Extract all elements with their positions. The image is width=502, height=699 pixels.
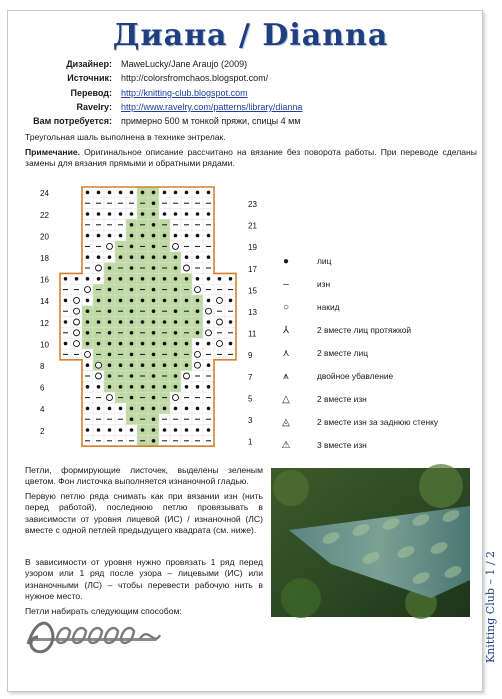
legend-item: △ 2 вместе изн [275,392,475,406]
knit-stitch [163,299,167,303]
knit-stitch [185,428,189,432]
legend-item: ⚠ 3 вместе изн [275,438,475,452]
knit-stitch [141,255,145,259]
knit-stitch [196,331,200,335]
knit-stitch [130,342,134,346]
knit-stitch [141,320,145,324]
knit-stitch [130,331,134,335]
yarn-over [85,351,91,357]
p2tog-icon: △ [282,393,290,405]
knit-stitch [97,428,101,432]
row-number-left: 14 [40,297,49,307]
knit-stitch [196,299,200,303]
row-number-right: 9 [248,351,253,361]
note-text: Оригинальное описание рассчитано на вязание без поворота работы. При переводе сделаны замены для вязания прямыми и обратными рядами. [25,147,477,169]
knit-stitch [141,191,145,195]
knit-stitch [196,277,200,281]
knit-stitch [86,234,90,238]
yarn-over [217,341,223,347]
knit-stitch [185,342,189,346]
knit-stitch [130,223,134,227]
knit-stitch [152,407,156,411]
legend-item: ⅄ 2 вместе лиц протяжкой [275,323,475,337]
row-number-left: 6 [40,383,45,393]
knit-stitch [86,255,90,259]
translation-link[interactable]: http://knitting-club.blogspot.com [121,87,248,98]
knit-stitch [185,363,189,367]
yarn-over [96,373,102,379]
knit-stitch [86,428,90,432]
knit-stitch [196,407,200,411]
knit-stitch [97,234,101,238]
knit-stitch [174,428,178,432]
knit-stitch [119,234,123,238]
knit-stitch [130,374,134,378]
knit-stitch [229,299,233,303]
knit-stitch [174,299,178,303]
row-number-left: 16 [40,275,49,285]
knit-stitch [130,320,134,324]
yarn-over [206,330,212,336]
knit-stitch [97,407,101,411]
knit-stitch [196,212,200,216]
legend-item: – изн [275,277,475,291]
knit-stitch [207,320,211,324]
knit-stitch [130,255,134,259]
knit-stitch [64,299,68,303]
knit-stitch [185,234,189,238]
yarn-over [195,362,201,368]
knit-stitch [163,342,167,346]
knit-stitch [119,407,123,411]
knit-stitch [119,342,123,346]
knit-stitch [130,407,134,411]
yarn-over [96,265,102,271]
chart-grid [60,187,236,446]
yarn-over [85,287,91,293]
knit-stitch [229,320,233,324]
knit-stitch [174,374,178,378]
info-row-designer: Дизайнер: MaweLucky/Jane Araujo (2009) [66,59,248,69]
knit-stitch [185,385,189,389]
side-footer [478,545,502,665]
note-paragraph [25,147,477,170]
knit-stitch [152,245,156,249]
knit-stitch [174,342,178,346]
info-row-source: Источник: http://colorsfromchaos.blogspot.com/ [67,73,269,84]
p3tog-icon: ⚠ [281,439,291,451]
knit-stitch [141,407,145,411]
knit-stitch [86,212,90,216]
knit-stitch [174,255,178,259]
row-number-right: 1 [248,437,253,447]
knit-stitch [174,309,178,313]
knit-stitch [86,363,90,367]
knit-stitch [152,277,156,281]
shawl-photo [271,468,470,617]
knit-stitch [141,428,145,432]
knit-stitch [207,363,211,367]
knit-stitch [141,212,145,216]
knit-stitch [97,255,101,259]
knit-stitch [130,191,134,195]
knit-stitch [163,191,167,195]
knit-stitch [108,407,112,411]
knit-stitch [207,385,211,389]
knit-stitch [108,363,112,367]
knit-stitch [207,277,211,281]
knit-stitch [86,342,90,346]
knit-stitch [119,255,123,259]
knit-stitch [196,320,200,324]
knit-stitch [207,255,211,259]
knit-stitch [152,417,156,421]
knit-stitch [108,428,112,432]
knit-stitch [141,234,145,238]
knit-stitch [130,385,134,389]
info-row-translation: Перевод: http://knitting-club.blogspot.com [70,87,248,98]
row-number-left: 22 [40,210,49,220]
knit-stitch [152,331,156,335]
row-number-left: 8 [40,361,45,371]
knit-stitch [119,191,123,195]
knit-stitch [185,191,189,195]
knit-stitch [141,363,145,367]
knit-stitch [108,374,112,378]
knit-stitch [86,277,90,281]
body-paragraph-4: Петли набирать следующим способом: [25,606,182,616]
knit-stitch [64,342,68,346]
yarn-over [217,319,223,325]
knit-stitch [207,191,211,195]
row-number-left: 20 [40,232,49,242]
knit-stitch [119,320,123,324]
body-paragraph-2: Первую петлю ряда снимать как при вязании изн (нить перед работой), последнюю петлю провязывать в зависимости от уровня лицевой (ИС) / изнаночной (ЛС) вместе с одной петлей предыдущего квадрата (см. нижe). [25,491,263,536]
knit-stitch [174,266,178,270]
knit-stitch [174,234,178,238]
knit-stitch [130,299,134,303]
knit-stitch [86,309,90,313]
knit-stitch [64,277,68,281]
knit-stitch [152,353,156,357]
knit-stitch [130,309,134,313]
knit-stitch [174,407,178,411]
knit-stitch [97,320,101,324]
yarn-over [184,373,190,379]
body-paragraph-1: Петли, формирующие листочек, выделены зеленым цветом. Фон листочка выполняется изнаночной гладью. [25,465,263,487]
chart-row-numbers-right [248,200,257,447]
knit-stitch [207,234,211,238]
row-number-right: 19 [248,243,257,253]
yarn-over [173,243,179,249]
knit-stitch [141,277,145,281]
knit-stitch [174,331,178,335]
double-decrease-icon: ⩚ [283,370,289,382]
row-number-right: 3 [248,415,253,425]
note-label: Примечание. [25,147,81,157]
row-number-right: 11 [248,329,257,339]
knit-stitch [152,342,156,346]
knit-stitch [64,320,68,324]
yarn-over [173,395,179,401]
knit-stitch [196,385,200,389]
knit-stitch [86,299,90,303]
knit-stitch [174,385,178,389]
k2tog-tbl-icon: ⅄ [282,324,290,336]
knit-stitch [108,299,112,303]
knit-stitch [218,277,222,281]
yarn-over [107,243,113,249]
knit-stitch [174,353,178,357]
knit-stitch [130,428,134,432]
knit-stitch [196,255,200,259]
knit-stitch [152,385,156,389]
knit-stitch [130,396,134,400]
knit-stitch [163,255,167,259]
knit-stitch [152,191,156,195]
yarn-over [74,341,80,347]
knit-stitch [207,342,211,346]
yarn-over [217,297,223,303]
knit-stitch [163,234,167,238]
knit-stitch [152,363,156,367]
knit-stitch [108,288,112,292]
knit-stitch [152,255,156,259]
knit-stitch [130,353,134,357]
knit-stitch [86,331,90,335]
knit-stitch [119,212,123,216]
legend-item: ⩚ двойное убавление [275,369,475,383]
ravelry-link[interactable]: http://www.ravelry.com/patterns/library/dianna [121,101,303,112]
knit-stitch [97,299,101,303]
yarn-over [74,308,80,314]
knit-stitch [130,212,134,216]
knit-stitch [185,277,189,281]
knit-stitch [152,320,156,324]
knit-stitch [152,374,156,378]
knit-stitch [108,277,112,281]
knit-stitch [152,201,156,205]
knit-stitch [97,277,101,281]
knit-stitch [130,277,134,281]
knit-stitch [119,428,123,432]
knit-stitch [97,385,101,389]
yarn-over [206,308,212,314]
knit-stitch [130,266,134,270]
yarn-over [184,265,190,271]
knit-stitch [174,191,178,195]
knit-stitch [108,191,112,195]
knit-stitch [152,223,156,227]
knit-stitch [229,342,233,346]
knit-stitch [108,212,112,216]
knit-stitch [174,212,178,216]
knit-stitch [163,428,167,432]
knit-stitch [163,363,167,367]
legend-item: ◬ 2 вместе изн за заднюю стенку [275,415,475,429]
knit-stitch [152,439,156,443]
row-number-right: 13 [248,307,257,317]
row-number-left: 24 [40,189,49,199]
intro-text: Треугольная шаль выполнена в технике энтрелак. [25,132,226,142]
yarn-over [96,362,102,368]
knit-stitch [196,428,200,432]
row-number-left: 12 [40,318,49,328]
row-number-left: 10 [40,340,49,350]
knit-stitch [108,385,112,389]
yarn-over [74,319,80,325]
knit-stitch [152,428,156,432]
knit-stitch [97,191,101,195]
knit-stitch [185,299,189,303]
knit-stitch [185,320,189,324]
knit-stitch [130,245,134,249]
knit-stitch [207,407,211,411]
knit-stitch [130,363,134,367]
info-row-materials: Вам потребуется: примерно 500 м тонкой пряжи, спицы 4 мм [33,116,301,127]
knit-stitch [185,255,189,259]
knit-stitch [141,342,145,346]
knit-stitch [141,385,145,389]
knit-stitch [163,407,167,411]
p2tog-tbl-icon: ◬ [282,416,290,428]
knit-stitch [196,342,200,346]
knit-stitch [86,385,90,389]
dot-icon: ● [282,255,290,267]
knit-stitch [152,309,156,313]
knit-stitch [119,385,123,389]
knit-stitch [196,309,200,313]
knit-stitch [152,299,156,303]
knit-stitch [207,212,211,216]
knit-stitch [97,212,101,216]
k2tog-icon: ⋏ [282,347,290,359]
knit-stitch [108,331,112,335]
knit-stitch [163,212,167,216]
row-number-left: 4 [40,405,45,415]
knit-stitch [108,255,112,259]
knit-stitch [152,396,156,400]
row-number-left: 2 [40,426,45,436]
knit-stitch [141,299,145,303]
knit-stitch [130,417,134,421]
knit-stitch [152,266,156,270]
knit-stitch [196,234,200,238]
knit-stitch [108,266,112,270]
yarn-over [195,351,201,357]
knit-stitch [108,309,112,313]
knit-stitch [174,320,178,324]
legend-item: ○ накид [275,300,475,314]
knit-stitch [130,234,134,238]
knit-stitch [185,212,189,216]
knit-stitch [86,407,90,411]
knit-stitch [152,212,156,216]
knit-stitch [163,385,167,389]
row-number-right: 5 [248,394,253,404]
row-number-right: 23 [248,199,257,209]
knit-stitch [130,288,134,292]
knit-stitch [108,342,112,346]
knit-stitch [152,234,156,238]
row-number-right: 15 [248,286,257,296]
knit-stitch [108,320,112,324]
legend-item: ● лиц [275,254,475,268]
row-number-right: 7 [248,372,253,382]
knit-stitch [119,363,123,367]
knit-stitch [119,277,123,281]
knit-stitch [174,277,178,281]
row-number-right: 21 [248,221,257,231]
knit-stitch [119,299,123,303]
side-footer-text: Knitting Club – 1 / 2 [484,550,497,663]
knit-stitch [86,320,90,324]
legend-item: ⋏ 2 вместе лиц [275,346,475,360]
info-row-ravelry: Ravelry: http://www.ravelry.com/patterns/library/dianna [76,101,303,112]
knit-stitch [75,277,79,281]
knit-stitch [108,234,112,238]
page-title: Диана / Dianna [112,18,389,53]
knit-stitch [229,277,233,281]
knit-stitch [97,342,101,346]
dash-icon: – [283,278,289,290]
circle-icon: ○ [282,301,290,313]
yarn-over [74,330,80,336]
knit-stitch [163,320,167,324]
knit-stitch [196,191,200,195]
cast-on-illustration [22,617,162,659]
knit-stitch [207,299,211,303]
knitting-chart [40,186,270,448]
pattern-info [24,57,302,128]
knit-stitch [174,288,178,292]
row-number-right: 17 [248,264,257,274]
knit-stitch [174,363,178,367]
row-number-left: 18 [40,253,49,263]
yarn-over [74,297,80,303]
yarn-over [195,287,201,293]
yarn-over [107,395,113,401]
knit-stitch [185,407,189,411]
knit-stitch [108,353,112,357]
body-paragraph-3: В зависимости от уровня нужно провязать 1 ряд перед узором или 1 ряд после узора – лицевыми (ИС) или изнаночными (ЛС) – чтобы перевести рабочую нить в нужное место. [25,557,263,602]
knit-stitch [152,288,156,292]
knit-stitch [163,277,167,281]
knit-stitch [207,428,211,432]
knit-stitch [86,191,90,195]
